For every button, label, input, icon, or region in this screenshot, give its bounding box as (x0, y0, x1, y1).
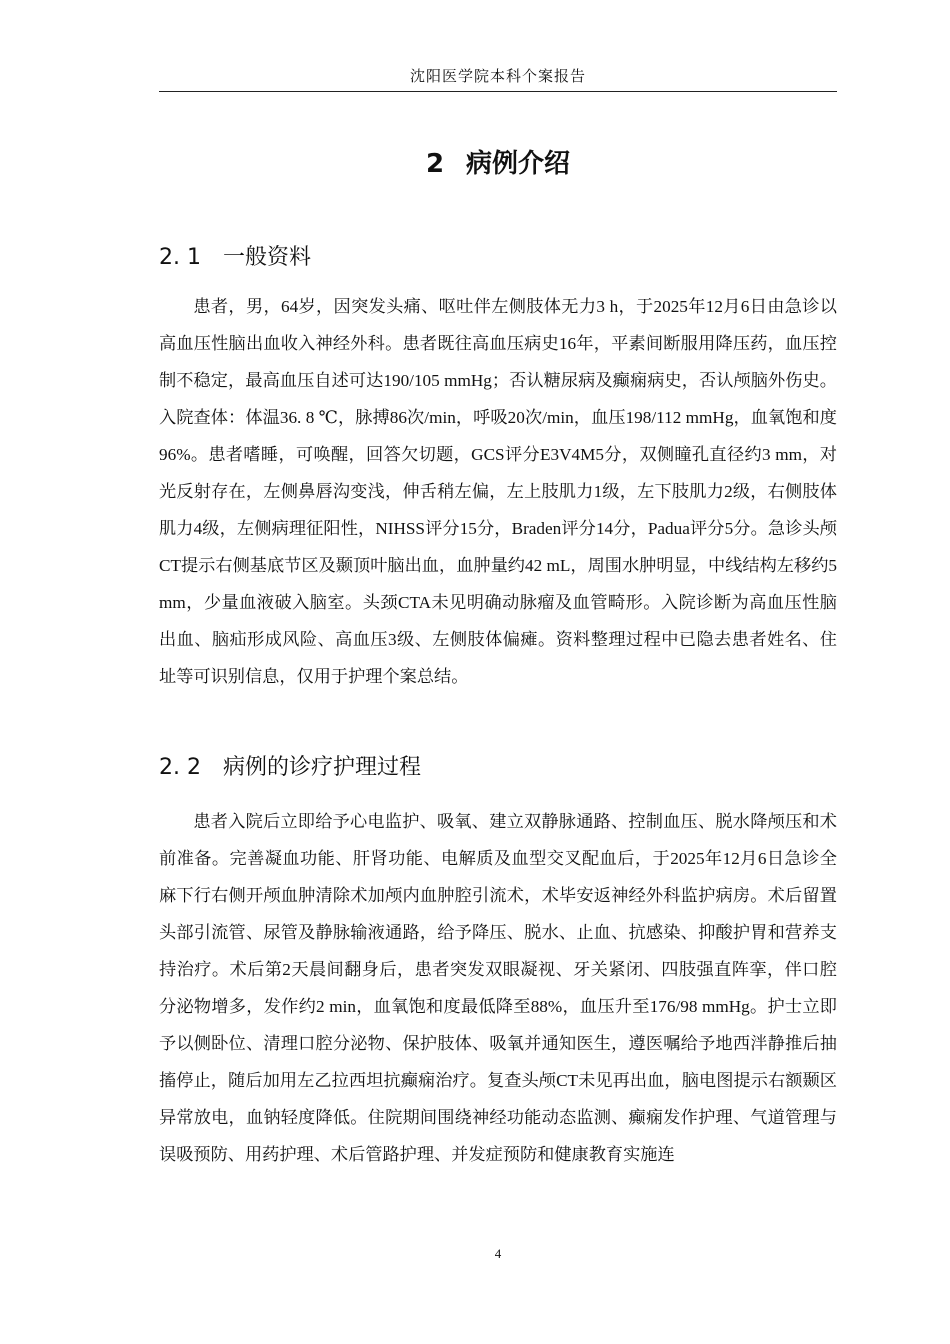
chapter-title-text: 病例介绍 (466, 149, 571, 179)
page-number: 4 (494, 1246, 502, 1261)
paragraph-general-info: 患者，男，64岁，因突发头痛、呕吐伴左侧肢体无力3 h，于2025年12月6日由急诊以高血压性脑出血收入神经外科。患者既往高血压病史16年，平素间断服用降压药，血压控制不稳定，最高血压自述可达190/105 mmHg；否认糖尿病及癫痫病史，否认颅脑外伤史。入院查体：体温36. 8 ℃，脉搏86次/min，呼吸20次/min，血压198/112 mmHg，血氧饱和度96%。患者嗜睡，可唤醒，回答欠切题，GCS评分E3V4M5分，双侧瞳孔直径约3 mm，对光反射存在，左侧鼻唇沟变浅，伸舌稍左偏，左上肢肌力1级，左下肢肌力2级，右侧肢体肌力4级，左侧病理征阳性，NIHSS评分15分，Braden评分14分，Padua评分5分。急诊头颅CT提示右侧基底节区及颞顶叶脑出血，血肿量约42 mL，周围水肿明显，中线结构左移约5 mm，少量血液破入脑室。头颈CTA未见明确动脉瘤及血管畸形。入院诊断为高血压性脑出血、脑疝形成风险、高血压3级、左侧肢体偏瘫。资料整理过程中已隐去患者姓名、住址等可识别信息，仅用于护理个案总结。 (159, 297, 837, 686)
section-heading-treatment-process (159, 752, 421, 784)
section-title-text: 病例的诊疗护理过程 (222, 755, 421, 780)
chapter-number: 2 (425, 149, 445, 179)
section-number: 2. 2 (159, 755, 201, 780)
header-divider (159, 91, 837, 92)
section-number: 2. 1 (159, 245, 201, 270)
chapter-title (159, 145, 837, 183)
section-heading-general-info (159, 242, 311, 274)
paragraph-treatment-process: 患者入院后立即给予心电监护、吸氧、建立双静脉通路、控制血压、脱水降颅压和术前准备。完善凝血功能、肝肾功能、电解质及血型交叉配血后，于2025年12月6日急诊全麻下行右侧开颅血肿清除术加颅内血肿腔引流术，术毕安返神经外科监护病房。术后留置头部引流管、尿管及静脉输液通路，给予降压、脱水、止血、抗感染、抑酸护胃和营养支持治疗。术后第2天晨间翻身后，患者突发双眼凝视、牙关紧闭、四肢强直阵挛，伴口腔分泌物增多，发作约2 min，血氧饱和度最低降至88%，血压升至176/98 mmHg。护士立即予以侧卧位、清理口腔分泌物、保护肢体、吸氧并通知医生，遵医嘱给予地西泮静推后抽搐停止，随后加用左乙拉西坦抗癫痫治疗。复查头颅CT未见再出血，脑电图提示右额颞区异常放电，血钠轻度降低。住院期间围绕神经功能动态监测、癫痫发作护理、气道管理与误吸预防、用药护理、术后管路护理、并发症预防和健康教育实施连 (159, 812, 837, 1164)
running-header: 沈阳医学院本科个案报告 (409, 69, 586, 85)
section-title-text: 一般资料 (222, 245, 311, 270)
